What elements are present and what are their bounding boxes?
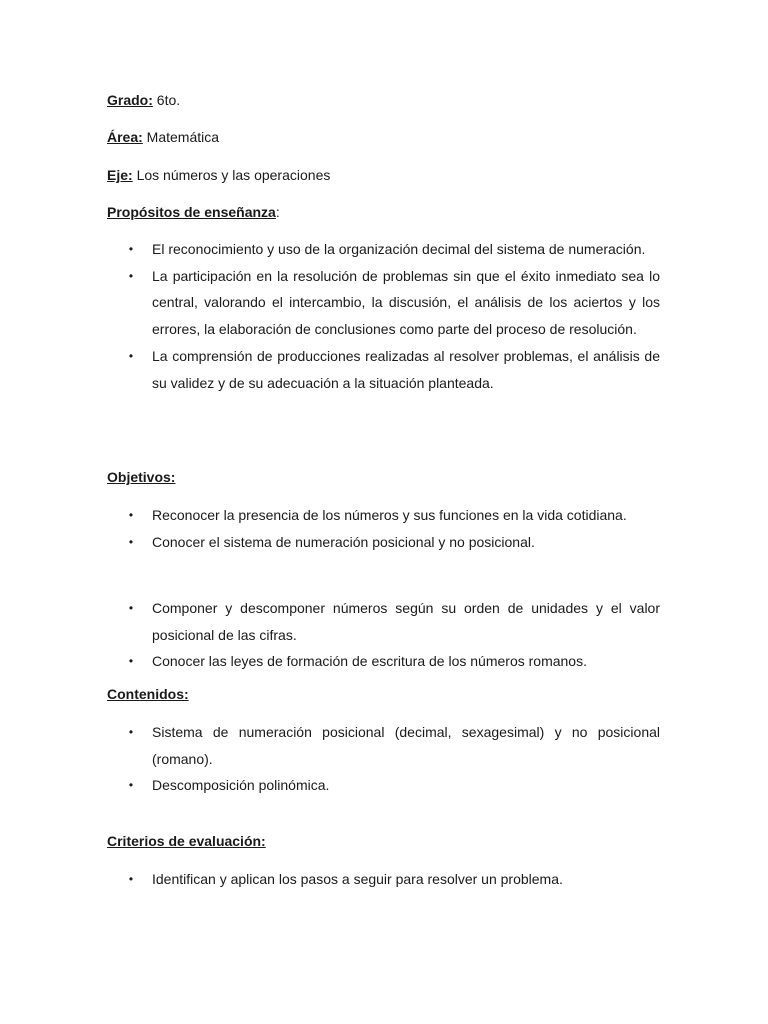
eje-line bbox=[107, 166, 330, 184]
contenidos-list bbox=[126, 719, 660, 799]
list-item-text: Sistema de numeración posicional (decimal, sexagesimal) y no posicional (romano). bbox=[152, 724, 660, 767]
list-item-text: Componer y descomponer números según su orden de unidades y el valor posicional de las cifras. bbox=[152, 600, 660, 643]
list-item bbox=[126, 236, 660, 263]
eje-value: Los números y las operaciones bbox=[132, 167, 331, 183]
propositos-heading: Propósitos de enseñanza bbox=[107, 204, 276, 220]
list-item bbox=[126, 502, 660, 529]
area-label: Área: bbox=[107, 129, 143, 145]
list-item-text: Descomposición polinómica. bbox=[152, 777, 330, 794]
grado-label: Grado: bbox=[107, 92, 153, 108]
objetivos-heading-line bbox=[107, 468, 175, 486]
bullet-icon: • bbox=[128, 534, 134, 549]
propositos-list bbox=[126, 236, 660, 396]
objetivos-heading: Objetivos: bbox=[107, 469, 176, 485]
list-item bbox=[126, 343, 660, 396]
objetivos-list bbox=[126, 502, 660, 555]
criterios-heading-line bbox=[107, 832, 266, 850]
list-item-text: Identifican y aplican los pasos a seguir para resolver un problema. bbox=[152, 871, 563, 887]
list-item bbox=[126, 719, 660, 772]
list-item bbox=[126, 529, 660, 556]
criterios-heading: Criterios de evaluación: bbox=[107, 833, 266, 849]
list-item-text: La participación en la resolución de problemas sin que el éxito inmediato sea lo central, valorando el intercambio, la discusión, el análisis de los aciertos y los errores, la elaboración de conclusiones como parte del proceso de resolución. bbox=[152, 267, 660, 338]
bullet-icon: • bbox=[128, 725, 134, 739]
bullet-icon: • bbox=[128, 508, 134, 522]
bullet-icon: • bbox=[128, 654, 134, 669]
bullet-icon: • bbox=[128, 242, 134, 256]
area-value: Matemática bbox=[142, 129, 220, 145]
grado-value: 6to. bbox=[152, 92, 181, 108]
area-line bbox=[107, 128, 219, 146]
propositos-heading-line bbox=[107, 203, 280, 221]
bullet-icon: • bbox=[128, 348, 134, 363]
contenidos-heading-line bbox=[107, 685, 189, 703]
list-item bbox=[126, 866, 660, 893]
list-item bbox=[126, 772, 660, 799]
objetivos-list-continued bbox=[126, 595, 660, 675]
list-item-text: El reconocimiento y uso de la organización decimal del sistema de numeración. bbox=[152, 241, 646, 257]
bullet-icon: • bbox=[128, 778, 134, 793]
bullet-icon: • bbox=[128, 601, 134, 615]
bullet-icon: • bbox=[128, 872, 134, 886]
eje-label: Eje: bbox=[107, 167, 133, 183]
propositos-heading-suffix: : bbox=[275, 204, 280, 220]
list-item bbox=[126, 648, 660, 675]
list-item-text: Reconocer la presencia de los números y sus funciones en la vida cotidiana. bbox=[152, 507, 627, 523]
list-item bbox=[126, 263, 660, 343]
list-item-text: Conocer el sistema de numeración posicional y no posicional. bbox=[152, 533, 535, 550]
list-item bbox=[126, 595, 660, 648]
list-item-text: Conocer las leyes de formación de escritura de los números romanos. bbox=[152, 653, 587, 670]
criterios-list bbox=[126, 866, 660, 893]
list-item-text: La comprensión de producciones realizadas al resolver problemas, el análisis de su validez y de su adecuación a la situación planteada. bbox=[152, 347, 660, 391]
bullet-icon: • bbox=[128, 268, 134, 283]
contenidos-heading: Contenidos: bbox=[107, 686, 189, 702]
grado-line bbox=[107, 91, 180, 109]
